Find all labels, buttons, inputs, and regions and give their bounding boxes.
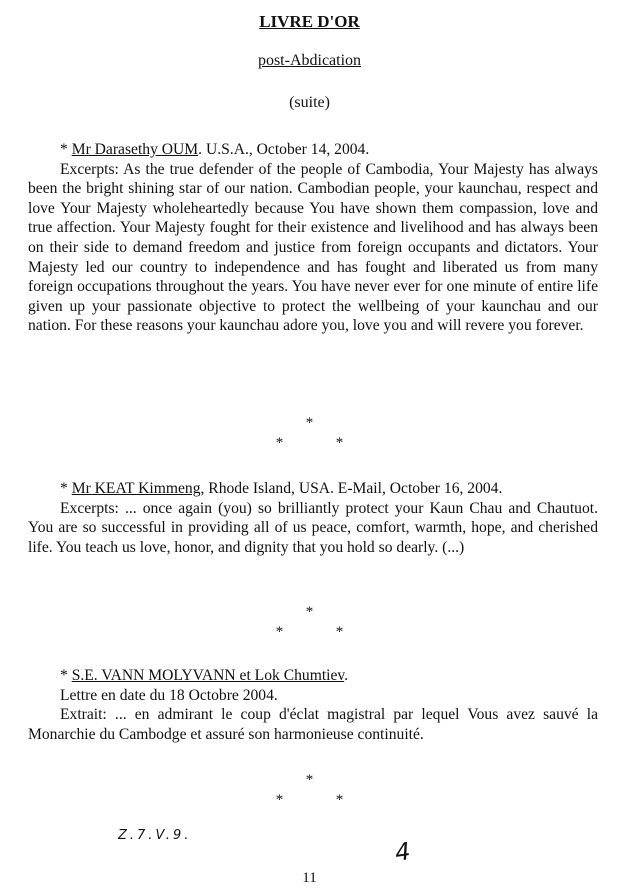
separator-stars [0, 602, 619, 642]
entry-letter-date: Lettre en date du 18 Octobre 2004. [60, 686, 278, 704]
page-title: LIVRE D'OR [259, 12, 360, 31]
entry-label: Excerpts: [60, 499, 119, 517]
separator-star: * [335, 624, 344, 640]
entry-bullet: * [60, 667, 72, 684]
continuation-note: (suite) [289, 94, 330, 111]
entry-text [28, 160, 598, 336]
entry-meta: . [344, 667, 349, 684]
handwritten-page-mark: 4 [393, 837, 413, 867]
separator-stars [0, 770, 619, 810]
entry-oum [28, 140, 598, 336]
entry-vann-molyvann [28, 666, 598, 744]
entry-text [28, 705, 598, 744]
entry-author: Mr Darasethy OUM [71, 141, 199, 158]
entry-author: Mr KEAT Kimmeng [71, 480, 201, 497]
entry-heading [28, 140, 598, 160]
entry-body: As the true defender of the people of Cambodia, Your Majesty has always been the bright shining star of our nation. Cambodian people, your kaunchau, respect and love Your Majesty wholeheartedly because You have shown them compassion, love and true affection. Your Majesty fought for their existence and livelihood and has always been on their side to demand freedom and justice from foreign occupants and dictators. Your Majesty led our country to independence and has fought and liberated us from many foreign occupations throughout the years. You have never ever for one minute of entire life given up your passionate objective to protect the wellbeing of your kaunchau and our nation. For these reasons your kaunchau adore you, love you and will revere you forever. [28, 160, 598, 335]
entry-bullet: * [60, 480, 72, 497]
handwritten-initials: Z.7.V.9. [118, 828, 192, 843]
entry-bullet: * [60, 141, 72, 158]
separator-star: * [335, 435, 344, 451]
entry-author: S.E. VANN MOLYVANN et Lok Chumtiev [71, 667, 345, 684]
entry-label: Extrait: [60, 706, 107, 724]
entry-heading [28, 479, 598, 499]
page-subtitle: post-Abdication [257, 52, 362, 69]
entry-meta: , Rhode Island, USA. E-Mail, October 16, 2004. [200, 480, 503, 497]
separator-star: * [305, 772, 314, 788]
entry-label: Excerpts: [60, 160, 119, 178]
separator-star: * [305, 604, 314, 620]
entry-text [28, 499, 598, 558]
separator-star: * [335, 792, 344, 808]
entry-body: ... once again (you) so brilliantly protect your Kaun Chau and Chautuot. You are so successful in providing all of us peace, comfort, warmth, hope, and cherished life. You teach us love, honor, and dignity that you hold so dearly. (...) [28, 499, 598, 556]
page-number: 11 [302, 870, 317, 886]
separator-star: * [275, 624, 284, 640]
entry-meta: . U.S.A., October 14, 2004. [198, 141, 370, 158]
separator-star: * [305, 415, 314, 431]
separator-stars [0, 413, 619, 453]
entry-body: ... en admirant le coup d'éclat magistral par lequel Vous avez sauvé la Monarchie du Cambodge et assuré son harmonieuse continuité. [28, 706, 598, 743]
entry-heading [28, 666, 598, 686]
entry-keat [28, 479, 598, 557]
separator-star: * [275, 435, 284, 451]
separator-star: * [275, 792, 284, 808]
